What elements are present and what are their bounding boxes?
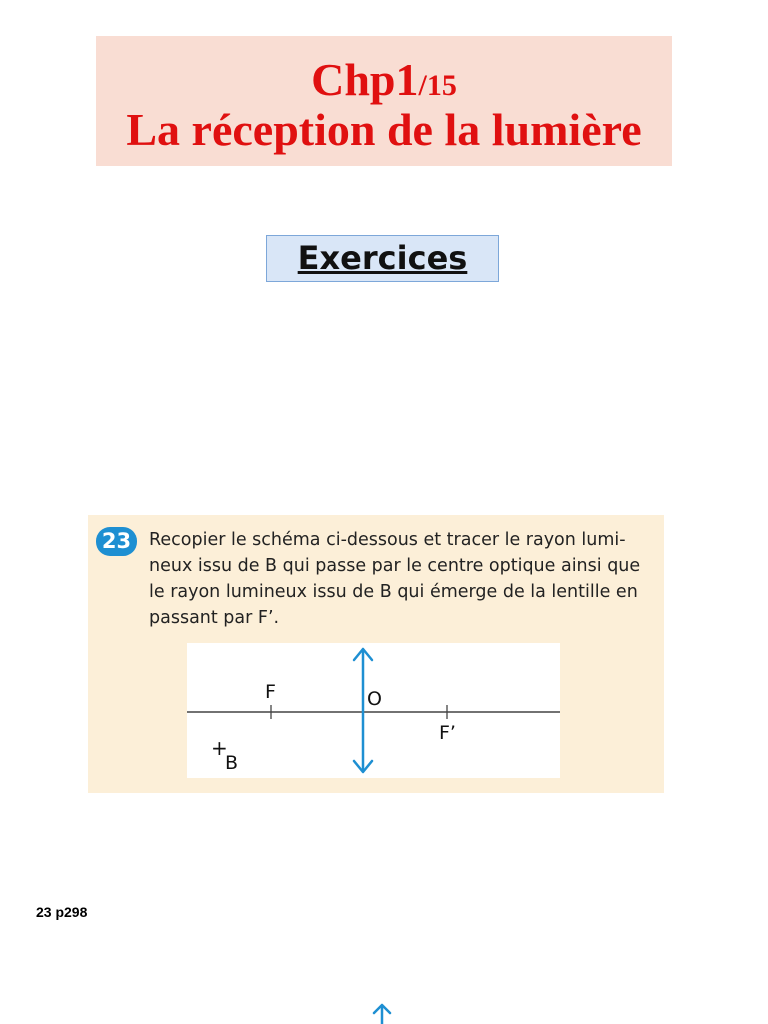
section-label: Exercices [297, 239, 468, 277]
exercise-line: Recopier le schéma ci-dessous et tracer le rayon lumi- [149, 530, 626, 550]
up-arrow-icon [370, 1002, 394, 1024]
chapter-title: La réception de la lumière [126, 104, 642, 155]
section-header [266, 235, 499, 282]
lens-diagram [187, 643, 560, 778]
label-point-b: B [225, 752, 239, 774]
chapter-number: Chp1 [311, 54, 419, 105]
label-focal-f-prime: F’ [439, 722, 456, 744]
exercise-line: passant par F’. [149, 608, 280, 628]
exercise-card [88, 515, 664, 793]
chapter-suffix: /15 [418, 69, 457, 102]
converging-lens-arrow-icon [354, 649, 372, 772]
label-optical-center: O [367, 688, 382, 710]
exercise-reference: 23 p298 [36, 904, 88, 920]
exercise-line: neux issu de B qui passe par le centre optique ainsi que [149, 556, 641, 576]
point-b-marker: + [211, 736, 228, 760]
label-focal-f: F [265, 681, 276, 703]
exercise-line: le rayon lumineux issu de B qui émerge de la lentille en [149, 582, 638, 602]
exercise-statement [149, 527, 661, 631]
title-banner [96, 36, 672, 166]
exercise-number-badge: 23 [96, 527, 137, 556]
lens-diagram-svg [187, 643, 560, 778]
